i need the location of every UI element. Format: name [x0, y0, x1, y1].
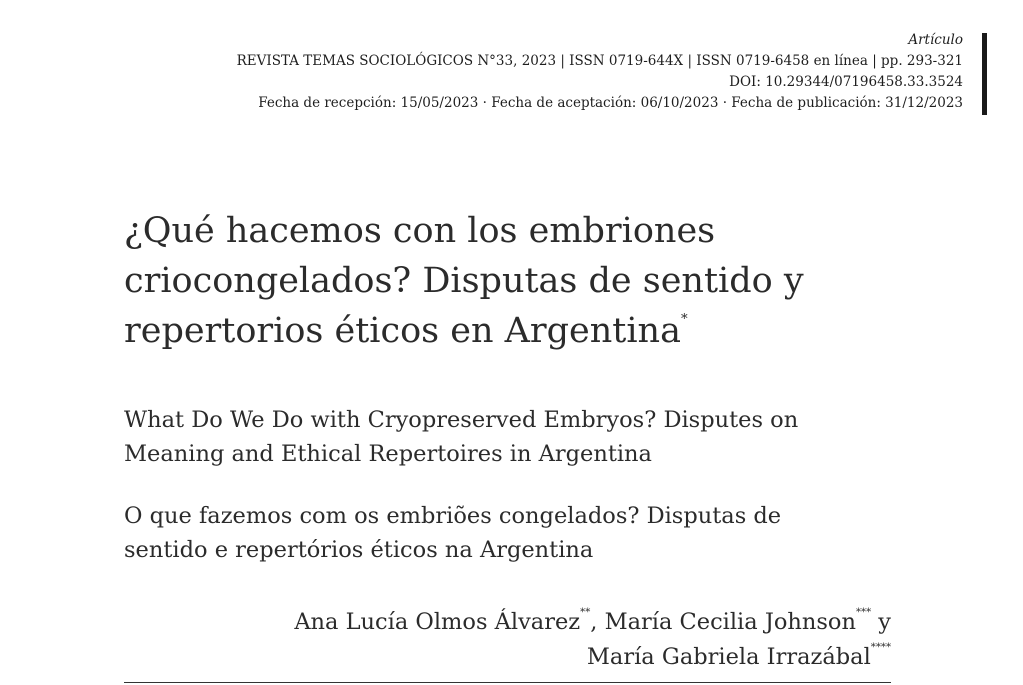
title-pt-line1: O que fazemos com os embriões congelados? Disputas de	[124, 503, 782, 529]
article-header	[237, 30, 963, 114]
title-english	[124, 403, 864, 471]
author-footnote-marker[interactable]: ****	[870, 642, 891, 654]
dates-line: Fecha de recepción: 15/05/2023 · Fecha de aceptación: 06/10/2023 · Fecha de publicación: 31/12/2023	[258, 95, 963, 111]
author-name: María Cecilia Johnson	[604, 609, 856, 635]
author-separator: ,	[590, 609, 605, 635]
author-conjunction: y	[871, 609, 891, 635]
author-name: Ana Lucía Olmos Álvarez	[294, 609, 581, 635]
article-type: Artículo	[908, 32, 963, 48]
title-es-line1: ¿Qué hacemos con los embriones	[124, 211, 716, 251]
title-en-line1: What Do We Do with Cryopreserved Embryos? Disputes on	[124, 407, 799, 433]
title-portuguese	[124, 499, 864, 567]
author-footnote-marker[interactable]: ***	[855, 607, 872, 619]
title-footnote-marker[interactable]: *	[680, 311, 688, 327]
author-name: María Gabriela Irrazábal	[586, 644, 871, 670]
author-line-2	[294, 640, 891, 675]
author-footnote-marker[interactable]: **	[580, 607, 591, 619]
title-es-line2: criocongelados? Disputas de sentido y	[124, 261, 804, 301]
doi-line: DOI: 10.29344/07196458.33.3524	[729, 74, 963, 90]
section-divider	[124, 682, 891, 683]
author-line-1	[294, 605, 891, 640]
title-spanish	[124, 206, 844, 356]
title-es-line3: repertorios éticos en Argentina	[124, 311, 681, 351]
title-en-line2: Meaning and Ethical Repertoires in Argentina	[124, 441, 652, 467]
author-list	[294, 605, 891, 675]
journal-info: REVISTA TEMAS SOCIOLÓGICOS N°33, 2023 | ISSN 0719-644X | ISSN 0719-6458 en línea | pp. 293-321	[236, 53, 963, 69]
title-pt-line2: sentido e repertórios éticos na Argentina	[124, 537, 594, 563]
header-accent-bar	[982, 33, 987, 115]
